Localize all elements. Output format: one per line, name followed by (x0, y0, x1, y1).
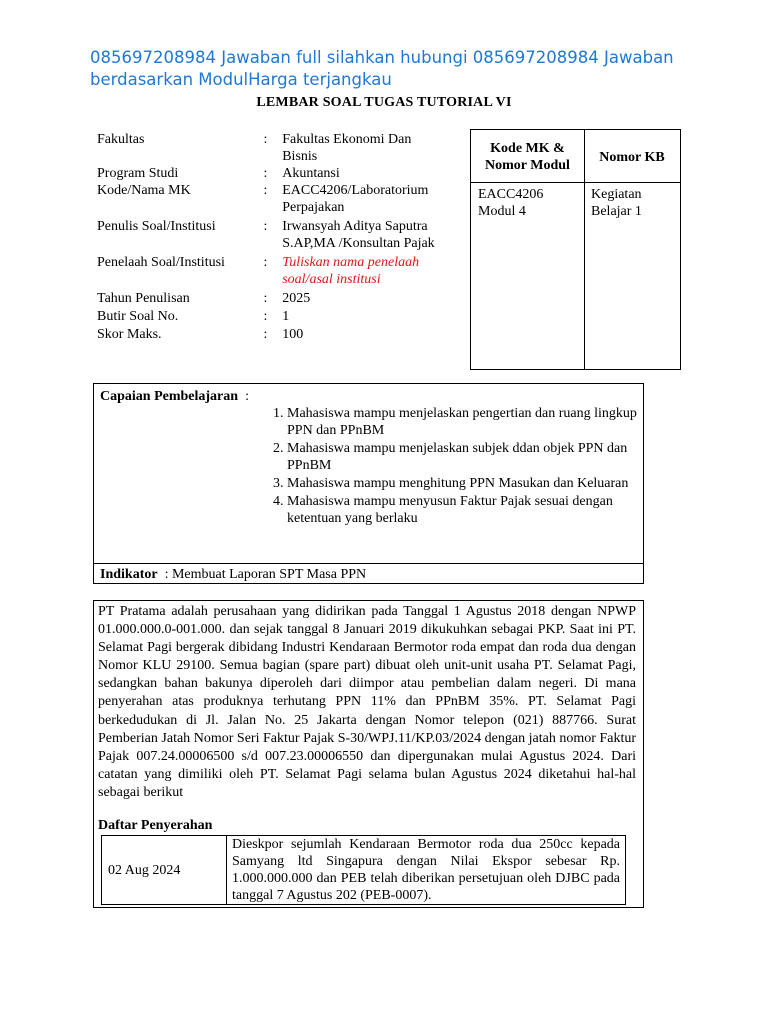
meta-row-fakultas (97, 131, 442, 165)
meta-label: Penulis Soal/Institusi (97, 219, 216, 234)
table-divider (471, 182, 680, 183)
meta-row-skor (97, 325, 442, 343)
meta-value: Akuntansi (282, 166, 340, 181)
delivery-date: 02 Aug 2024 (102, 836, 227, 905)
capaian-pembelajaran-section (93, 383, 644, 584)
list-item: 3. Mahasiswa mampu menghitung PPN Masukan dan Keluaran (287, 475, 657, 492)
soal-section (93, 600, 644, 908)
meta-row-program-studi (97, 165, 442, 182)
meta-value: 100 (282, 327, 304, 342)
meta-value: 2025 (282, 291, 311, 306)
indikator-row (100, 566, 366, 583)
identity-table (97, 131, 442, 343)
meta-label: Butir Soal No. (97, 309, 179, 324)
list-item: 1. Mahasiswa mampu menjelaskan pengertian dan ruang lingkup PPN dan PPnBM (287, 405, 657, 439)
meta-row-penelaah (97, 252, 442, 288)
indikator-label: Indikator (100, 567, 158, 582)
kode-mk-code: EACC4206 (478, 187, 544, 202)
contact-header-text: 085697208984 Jawaban full silahkan hubungi 085697208984 Jawaban berdasarkan ModulHarga terjangkau (90, 48, 674, 89)
modul-number: Modul 4 (478, 204, 526, 219)
kode-mk-header: Kode MK & Nomor Modul (485, 141, 570, 173)
delivery-description: Dieskpor sejumlah Kendaraan Bermotor roda dua 250cc kepada Samyang ltd Singapura dengan Nilai Ekspor sebesar Rp. 1.000.000.000 dan PEB telah diberikan persetujuan oleh DJBC pada tanggal 7 Agustus 202 (PEB-0007). (227, 836, 626, 905)
list-item: 2. Mahasiswa mampu menjelaskan subjek ddan objek PPN dan PPnBM (287, 440, 657, 474)
meta-row-penulis (97, 216, 442, 252)
meta-colon: : (263, 291, 268, 306)
table-row (102, 836, 626, 905)
capaian-colon: : (245, 389, 249, 404)
kb-line1: Kegiatan (591, 187, 642, 202)
meta-label: Penelaah Soal/Institusi (97, 255, 225, 270)
kode-mk-cell (478, 186, 582, 220)
meta-row-kode-mk (97, 182, 442, 216)
nomor-kb-header: Nomor KB (599, 150, 665, 165)
meta-colon: : (263, 132, 268, 147)
meta-row-tahun (97, 288, 442, 307)
meta-colon: : (263, 166, 268, 181)
capaian-label (100, 388, 249, 405)
document-title: LEMBAR SOAL TUGAS TUTORIAL VI (256, 95, 512, 110)
soal-paragraph: PT Pratama adalah perusahaan yang didirikan pada Tanggal 1 Agustus 2018 dengan NPWP 01.000.000.0-001.000. dan sejak tanggal 8 Januari 2019 dikukuhkan sebagai PKP. Saat ini PT. Selamat Pagi bergerak dibidang Industri Kendaraan Bermotor roda empat dan roda dua dengan Nomor KLU 29100. Semua bagian (spare part) dibuat oleh unit-unit usaha PT. Selamat Pagi, sedangkan bahan bakunya diperoleh dari diimpor atau pembelian dalam negeri. Di mana penyerahan atas produknya terhutang PPN 11% dan PPnBM 35%. PT. Selamat Pagi berkedudukan di Jl. Jalan No. 25 Jakarta dengan Nomor telepon (021) 887766. Surat Pemberian Jatah Nomor Seri Faktur Pajak S-30/WPJ.11/KP.03/2024 dengan jatah nomor Faktur Pajak 007.24.00006500 s/d 007.23.00006550 dan dipergunakan mulai Agustus 2024. Dari catatan yang dimiliki oleh PT. Selamat Pagi selama bulan Agustus 2024 diketahui hal-hal sebagai berikut (98, 604, 636, 800)
list-item: 4. Mahasiswa mampu menyusun Faktur Pajak sesuai dengan ketentuan yang berlaku (287, 493, 657, 527)
meta-colon: : (263, 327, 268, 342)
daftar-penyerahan-title: Daftar Penyerahan (98, 818, 213, 833)
meta-colon: : (263, 309, 268, 324)
meta-colon: : (263, 255, 268, 270)
section-divider (94, 563, 643, 564)
capaian-list (262, 405, 657, 528)
meta-colon: : (263, 183, 268, 198)
capaian-title: Capaian Pembelajaran (100, 389, 239, 404)
indikator-text: : Membuat Laporan SPT Masa PPN (157, 567, 367, 582)
meta-row-butir (97, 307, 442, 325)
kode-mk-table (470, 129, 681, 370)
meta-value: 1 (282, 309, 290, 324)
meta-label: Fakultas (97, 132, 145, 147)
penelaah-placeholder: Tuliskan nama penelaah soal/asal institusi (282, 255, 420, 287)
nomor-kb-cell (591, 186, 677, 220)
meta-label: Tahun Penulisan (97, 291, 190, 306)
meta-colon: : (263, 219, 268, 234)
meta-label: Skor Maks. (97, 327, 162, 342)
meta-value: Irwansyah Aditya Saputra S.AP,MA /Konsultan Pajak (282, 219, 435, 251)
daftar-penyerahan-table (101, 835, 626, 905)
meta-value: Fakultas Ekonomi Dan Bisnis (282, 132, 412, 164)
meta-label: Program Studi (97, 166, 179, 181)
meta-value: EACC4206/Laboratorium Perpajakan (282, 183, 429, 215)
meta-label: Kode/Nama MK (97, 183, 191, 198)
kb-line2: Belajar 1 (591, 204, 642, 219)
